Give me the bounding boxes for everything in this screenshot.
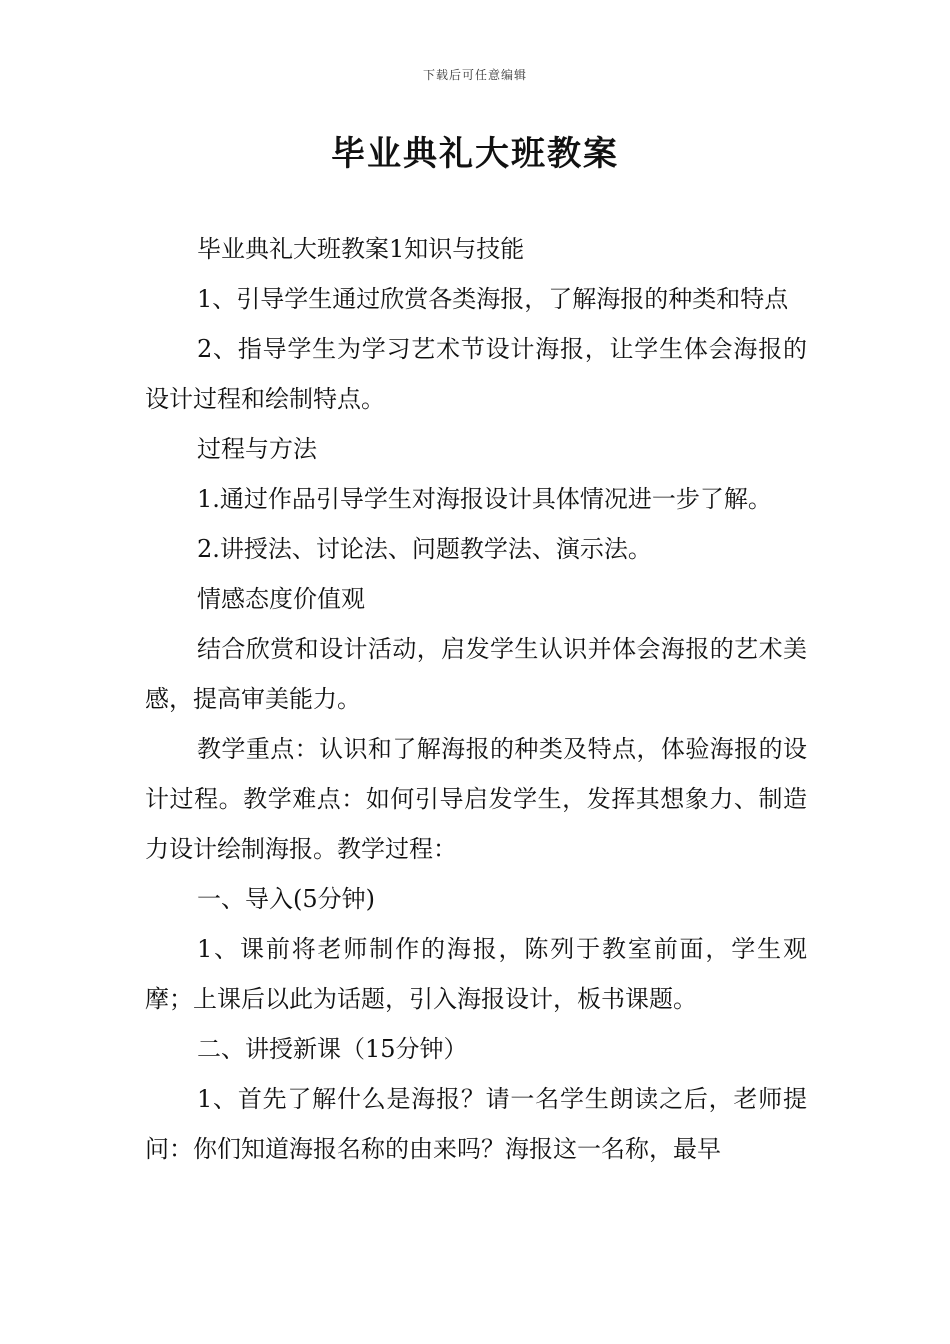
paragraph: 1、引导学生通过欣赏各类海报，了解海报的种类和特点: [197, 285, 789, 313]
paragraph: 结合欣赏和设计活动，启发学生认识并体会海报的艺术美感，提高审美能力。: [145, 635, 807, 713]
paragraph: 2.讲授法、讨论法、问题教学法、演示法。: [197, 535, 652, 563]
section-heading: 情感态度价值观: [197, 585, 365, 613]
paragraph-heading: 毕业典礼大班教案1知识与技能: [197, 235, 525, 263]
document-body: [145, 224, 807, 1174]
paragraph: 1、课前将老师制作的海报，陈列于教室前面，学生观摩；上课后以此为话题，引入海报设计，板书课题。: [145, 935, 807, 1013]
section-heading: 二、讲授新课（15分钟）: [197, 1035, 468, 1063]
paragraph: 1、首先了解什么是海报？请一名学生朗读之后，老师提问：你们知道海报名称的由来吗？海报这一名称，最早: [145, 1085, 807, 1163]
document-title: 毕业典礼大班教案: [331, 134, 619, 174]
header-note: 下载后可任意编辑: [422, 68, 527, 82]
paragraph: 1.通过作品引导学生对海报设计具体情况进一步了解。: [197, 485, 772, 513]
paragraph: 教学重点：认识和了解海报的种类及特点，体验海报的设计过程。教学难点：如何引导启发学生，发挥其想象力、制造力设计绘制海报。教学过程：: [145, 735, 807, 863]
section-heading: 一、导入(5分钟): [197, 885, 375, 913]
section-heading: 过程与方法: [197, 435, 317, 463]
paragraph: 2、指导学生为学习艺术节设计海报，让学生体会海报的设计过程和绘制特点。: [145, 335, 807, 413]
